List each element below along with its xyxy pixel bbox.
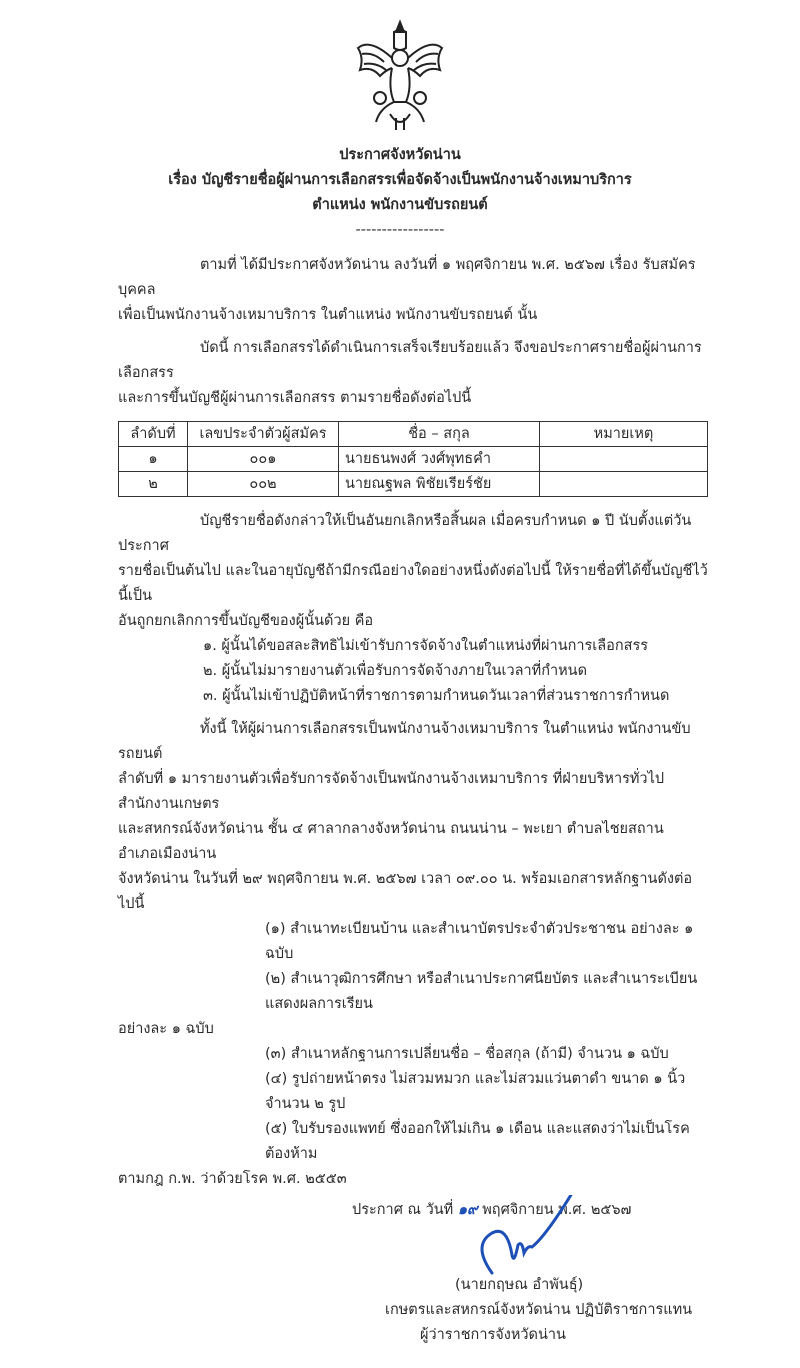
signoff-block <box>352 1198 732 1348</box>
paragraph-line: อันถูกยกเลิกการขึ้นบัญชีของผู้นั้นด้วย คือ <box>118 613 374 629</box>
condition-item: ๑. ผู้นั้นได้ขอสละสิทธิไม่เข้ารับการจัดจ้างในตำแหน่งที่ผ่านการเลือกสรร <box>203 638 649 654</box>
column-header: ชื่อ – สกุล <box>339 422 540 447</box>
table-header-row <box>119 422 708 447</box>
cell-applicant-id: ๐๐๒ <box>188 472 339 497</box>
paragraph-line: และการขึ้นบัญชีผู้ผ่านการเลือกสรร ตามรายชื่อดังต่อไปนี้ <box>118 390 472 406</box>
paragraph-line: รายชื่อเป็นต้นไป และในอายุบัญชีถ้ามีกรณีอย่างใดอย่างหนึ่งดังต่อไปนี้ ให้รายชื่อที่ได้ขึ้นบัญชีไว้นี้เป็น <box>118 563 708 604</box>
paragraph-line: และสหกรณ์จังหวัดน่าน ชั้น ๔ ศาลากลางจังหวัดน่าน ถนนน่าน – พะเยา ตำบลไชยสถาน อำเภอเมืองน่าน <box>118 821 664 862</box>
paragraph-line: ตามที่ ได้มีประกาศจังหวัดน่าน ลงวันที่ ๑ พฤศจิกายน พ.ศ. ๒๕๖๗ เรื่อง รับสมัครบุคคล <box>118 257 696 298</box>
document-item: (๓) สำเนาหลักฐานการเปลี่ยนชื่อ – ชื่อสกุล (ถ้ามี) จำนวน ๑ ฉบับ <box>265 1046 669 1062</box>
cell-remark <box>540 472 708 497</box>
document-item: อย่างละ ๑ ฉบับ <box>118 1021 214 1037</box>
document-item: (๔) รูปถ่ายหน้าตรง ไม่สวมหมวก และไม่สวมแว่นตาดำ ขนาด ๑ นิ้ว จำนวน ๒ รูป <box>265 1071 686 1112</box>
column-header: หมายเหตุ <box>540 422 708 447</box>
date-prefix: ประกาศ ณ วันที่ <box>352 1202 454 1218</box>
document-item: (๑) สำเนาทะเบียนบ้าน และสำเนาบัตรประจำตัวประชาชน อย่างละ ๑ ฉบับ <box>265 921 694 962</box>
document-position: ตำแหน่ง พนักงานขับรถยนต์ <box>312 197 488 213</box>
cell-order: ๑ <box>119 447 188 472</box>
column-header: เลขประจำตัวผู้สมัคร <box>188 422 339 447</box>
date-suffix: พฤศจิกายน พ.ศ. ๒๕๖๗ <box>482 1202 632 1218</box>
divider: ----------------- <box>355 222 445 238</box>
paragraph <box>118 509 708 709</box>
column-header: ลำดับที่ <box>119 422 188 447</box>
document-item: (๕) ใบรับรองแพทย์ ซึ่งออกให้ไม่เกิน ๑ เดือน และแสดงว่าไม่เป็นโรคต้องห้าม <box>265 1121 690 1162</box>
paragraph <box>118 336 708 411</box>
document-body <box>118 253 708 1192</box>
signatory-title: ผู้ว่าราชการจังหวัดน่าน <box>420 1327 566 1343</box>
paragraph-line: เพื่อเป็นพนักงานจ้างเหมาบริการ ในตำแหน่ง พนักงานขับรถยนต์ นั้น <box>118 307 538 323</box>
document-item: ตามกฎ ก.พ. ว่าด้วยโรค พ.ศ. ๒๕๕๓ <box>118 1171 347 1187</box>
paragraph-line: จังหวัดน่าน ในวันที่ ๒๙ พฤศจิกายน พ.ศ. ๒๕๖๗ เวลา ๐๙.๐๐ น. พร้อมเอกสารหลักฐานดังต่อไปนี้ <box>118 871 693 912</box>
condition-item: ๓. ผู้นั้นไม่เข้าปฏิบัติหน้าที่ราชการตามกำหนดวันเวลาที่ส่วนราชการกำหนด <box>203 688 670 704</box>
document-header <box>0 143 800 243</box>
paragraph-line: บัญชีรายชื่อดังกล่าวให้เป็นอันยกเลิกหรือสิ้นผล เมื่อครบกำหนด ๑ ปี นับตั้งแต่วันประกาศ <box>118 513 692 554</box>
document-item: (๒) สำเนาวุฒิการศึกษา หรือสำเนาประกาศนียบัตร และสำเนาระเบียนแสดงผลการเรียน <box>265 971 698 1012</box>
condition-item: ๒. ผู้นั้นไม่มารายงานตัวเพื่อรับการจัดจ้างภายในเวลาที่กำหนด <box>203 663 588 679</box>
paragraph <box>118 253 708 328</box>
paragraph <box>118 717 708 1192</box>
signatory-title-text: เกษตรและสหกรณ์จังหวัดน่าน ปฏิบัติราชการแทน <box>385 1302 693 1318</box>
table-row <box>119 447 708 472</box>
signature-icon <box>452 1195 582 1275</box>
cell-name: นายธนพงศ์ วงศ์พุทธคำ <box>339 447 540 472</box>
paragraph-line: ลำดับที่ ๑ มารายงานตัวเพื่อรับการจัดจ้างเป็นพนักงานจ้างเหมาบริการ ที่ฝ่ายบริหารทั่วไป สำนักงานเกษตร <box>118 771 665 812</box>
cell-order: ๒ <box>119 472 188 497</box>
date-day-handwritten: ๑๙ <box>457 1202 478 1218</box>
paragraph-line: บัดนี้ การเลือกสรรได้ดำเนินการเสร็จเรียบร้อยแล้ว จึงขอประกาศรายชื่อผู้ผ่านการเลือกสรร <box>118 340 702 381</box>
garuda-emblem-icon <box>350 18 450 133</box>
candidate-table <box>118 421 708 497</box>
paragraph-line: ทั้งนี้ ให้ผู้ผ่านการเลือกสรรเป็นพนักงานจ้างเหมาบริการ ในตำแหน่ง พนักงานขับรถยนต์ <box>118 721 691 762</box>
table-row <box>119 472 708 497</box>
signatory-title <box>352 1298 732 1323</box>
cell-name: นายณฐพล พิชัยเรียร์ชัย <box>339 472 540 497</box>
cell-applicant-id: ๐๐๑ <box>188 447 339 472</box>
document-subject: เรื่อง บัญชีรายชื่อผู้ผ่านการเลือกสรรเพื่อจัดจ้างเป็นพนักงานจ้างเหมาบริการ <box>168 172 632 188</box>
signatory-name: (นายกฤษณ อำพันธุ์) <box>455 1277 584 1293</box>
cell-remark <box>540 447 708 472</box>
emblem-container <box>0 0 800 133</box>
document-title: ประกาศจังหวัดน่าน <box>339 147 461 163</box>
signature-area <box>352 1223 732 1273</box>
